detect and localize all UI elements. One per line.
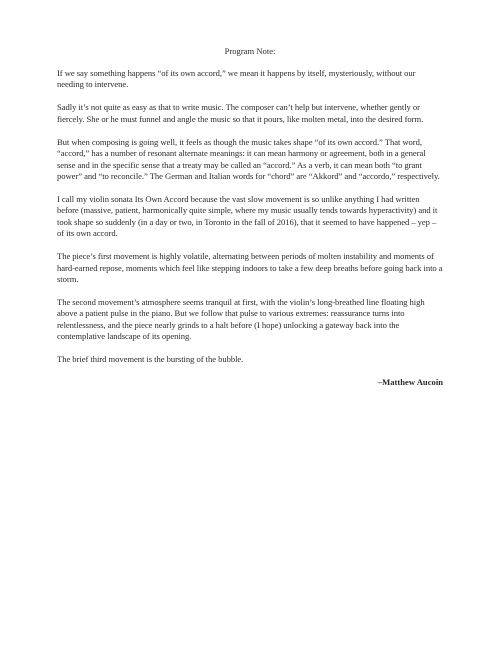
paragraph-4: I call my violin sonata Its Own Accord because the vast slow movement is so unlike anything I had written before (massive, patient, harmonically quite simple, where my music usually tends towards hyperactivity) and it took shape so suddenly (in a day or two, in Toronto in the fall of 2016), that it seemed to have happened – yep – of its own accord. <box>57 194 438 239</box>
paragraph-3: But when composing is going well, it feels as though the music takes shape “of its own accord.” That word, “accord,” has a number of resonant alternate meanings: it can mean harmony or agreement, both in a general sense and in the specific sense that a treaty may be called an “accord.” As a verb, it can mean both “to grant power” and “to reconcile.” The German and Italian words for “chord” are “Akkord” and “accordo,” respectively. <box>57 136 440 182</box>
page-title: Program Note: <box>224 46 276 56</box>
paragraph-7: The brief third movement is the bursting of the bubble. <box>57 354 244 365</box>
author-signature: –Matthew Aucoin <box>377 377 443 388</box>
paragraph-1: If we say something happens “of its own accord,” we mean it happens by itself, mysteriously, without our needing to intervene. <box>57 68 416 90</box>
paragraph-2: Sadly it’s not quite as easy as that to write music. The composer can’t help but intervene, whether gently or fiercely. She or he must funnel and angle the music so that it pours, like molten metal, into the desired form. <box>57 102 424 124</box>
paragraph-5: The piece’s first movement is highly volatile, alternating between periods of molten instability and moments of hard-earned repose, moments which feel like stepping indoors to take a few deep breaths before going back into a storm. <box>57 251 443 285</box>
paragraph-6: The second movement’s atmosphere seems tranquil at first, with the violin’s long-breathed line floating high above a patient pulse in the piano. But we follow that pulse to various extremes: reassurance turns into relentlessness, and the piece nearly grinds to a halt before (I hope) unlocking a gateway back into the contemplative landscape of its opening. <box>57 297 425 342</box>
